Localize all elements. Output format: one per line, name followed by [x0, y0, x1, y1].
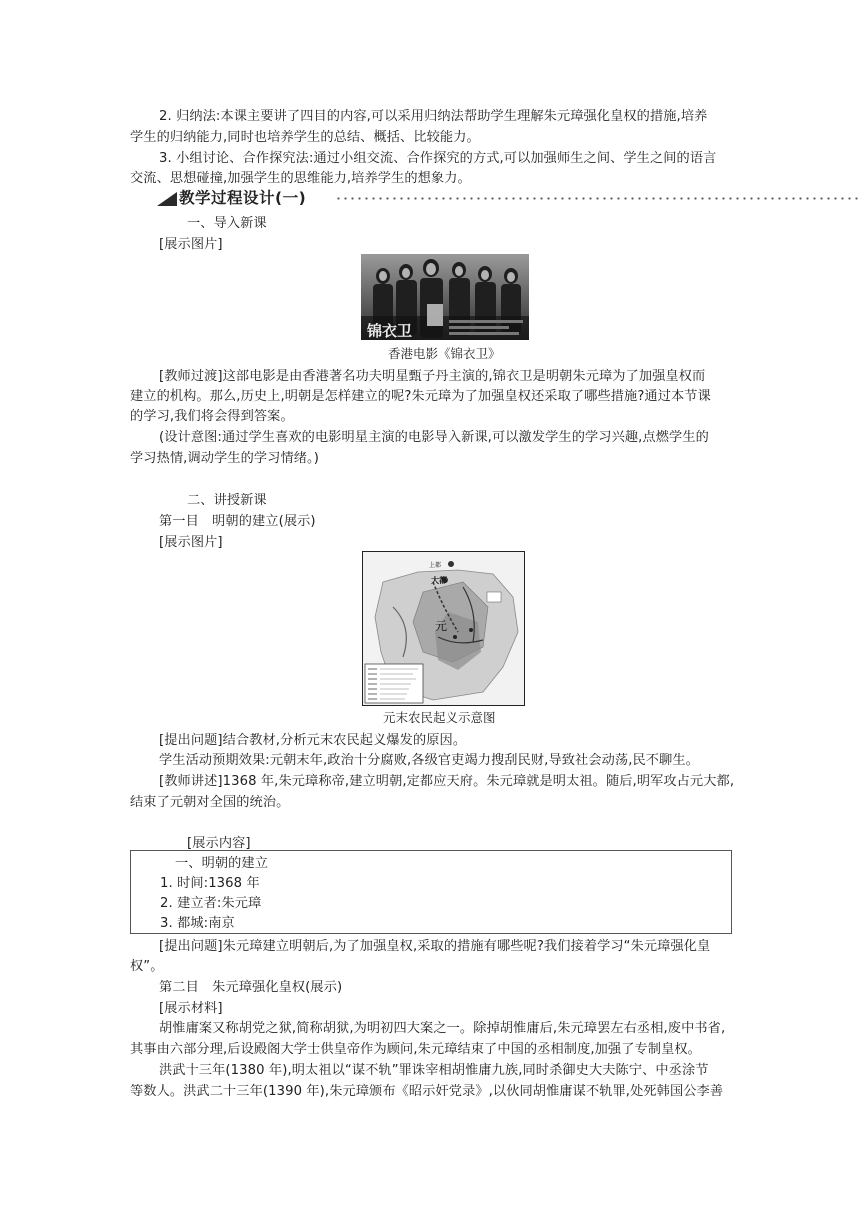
section-heading-text: 教学过程设计(一) — [179, 189, 307, 207]
heading-dotted-rule — [335, 197, 860, 200]
box-item-capital: 3. 都城:南京 — [160, 916, 235, 931]
map-label-dadu: 大都 — [431, 576, 447, 585]
map-caption: 元末农民起义示意图 — [383, 710, 496, 725]
part2-title: 第二目 朱元璋强化皇权(展示) — [159, 980, 343, 995]
part1-title: 第一目 明朝的建立(展示) — [159, 514, 316, 529]
map-label-shangdu: 上都 — [429, 562, 442, 569]
teacher-transition-line: 建立的机构。那么,历史上,明朝是怎样建立的呢?朱元璋为了加强皇权还采取了哪些措施?通过本节课 — [130, 389, 711, 404]
induction-method-line: 2. 归纳法:本课主要讲了四目的内容,可以采用归纳法帮助学生理解朱元璋强化皇权的措施,培养 — [159, 109, 708, 124]
movie-poster-graphic — [361, 254, 529, 340]
teacher-transition-line: [教师过渡]这部电影是由香港著名功夫明星甄子丹主演的,锦衣卫是明朝朱元璋为了加强皇权而 — [159, 369, 706, 384]
material-line: 其事由六部分理,后设殿阁大学士供皇帝作为顾问,朱元璋结束了中国的丞相制度,加强了专制皇权。 — [130, 1042, 701, 1057]
poster-title-text: 锦衣卫 — [367, 322, 413, 340]
group-method-line: 交流、思想碰撞,加强学生的思维能力,培养学生的想象力。 — [130, 171, 471, 186]
lecture-title: 二、讲授新课 — [187, 493, 267, 508]
question-line: [提出问题]结合教材,分析元末农民起义爆发的原因。 — [159, 733, 467, 748]
material-line: 胡惟庸案又称胡党之狱,简称胡狱,为明初四大案之一。除掉胡惟庸后,朱元璋罢左右丞相,废中书省, — [159, 1021, 726, 1036]
teacher-narration-line: 结束了元朝对全国的统治。 — [130, 795, 290, 810]
group-method-line: 3. 小组讨论、合作探究法:通过小组交流、合作探究的方式,可以加强师生之间、学生之间的语言 — [159, 151, 717, 166]
show-image-label: [展示图片] — [159, 237, 223, 252]
teacher-transition-line: 的学习,我们将会得到答案。 — [130, 409, 294, 424]
box-title: 一、明朝的建立 — [175, 856, 269, 871]
map-label-yuan: 元 — [435, 619, 448, 633]
box-item-time: 1. 时间:1368 年 — [160, 876, 260, 891]
uprising-map-image — [362, 551, 525, 706]
poster-caption: 香港电影《锦衣卫》 — [388, 346, 501, 361]
design-intent-line: (设计意图:通过学生喜欢的电影明星主演的电影导入新课,可以激发学生的学习兴趣,点燃学生的 — [159, 430, 709, 445]
teacher-narration-line: [教师讲述]1368 年,朱元璋称帝,建立明朝,定都应天府。朱元璋就是明太祖。随后,明军攻占元大都, — [159, 774, 735, 789]
intro-title: 一、导入新课 — [187, 216, 267, 231]
induction-method-line: 学生的归纳能力,同时也培养学生的总结、概括、比较能力。 — [130, 130, 480, 145]
section-heading — [157, 187, 860, 211]
material-line: 洪武十三年(1380 年),明太祖以“谋不轨”罪诛宰相胡惟庸九族,同时杀御史大夫陈宁、中丞涂节 — [159, 1063, 709, 1078]
question-line: 权”。 — [130, 959, 164, 974]
show-image-label: [展示图片] — [159, 535, 223, 550]
question-line: [提出问题]朱元璋建立明朝后,为了加强皇权,采取的措施有哪些呢?我们接着学习“朱元璋强化皇 — [159, 939, 711, 954]
show-content-label: [展示内容] — [187, 836, 251, 851]
heading-triangle-icon — [157, 192, 177, 206]
expected-effect-line: 学生活动预期效果:元朝末年,政治十分腐败,各级官吏竭力搜刮民财,导致社会动荡,民不聊生。 — [159, 753, 699, 768]
uprising-map-graphic — [363, 552, 524, 705]
show-material-label: [展示材料] — [159, 1001, 223, 1016]
movie-poster-image — [361, 254, 529, 340]
design-intent-line: 学习热情,调动学生的学习情绪。) — [130, 451, 319, 466]
material-line: 等数人。洪武二十三年(1390 年),朱元璋颁布《昭示奸党录》,以伙同胡惟庸谋不轨罪,处死韩国公李善 — [130, 1084, 724, 1099]
box-item-founder: 2. 建立者:朱元璋 — [160, 896, 262, 911]
content-box — [130, 850, 732, 934]
